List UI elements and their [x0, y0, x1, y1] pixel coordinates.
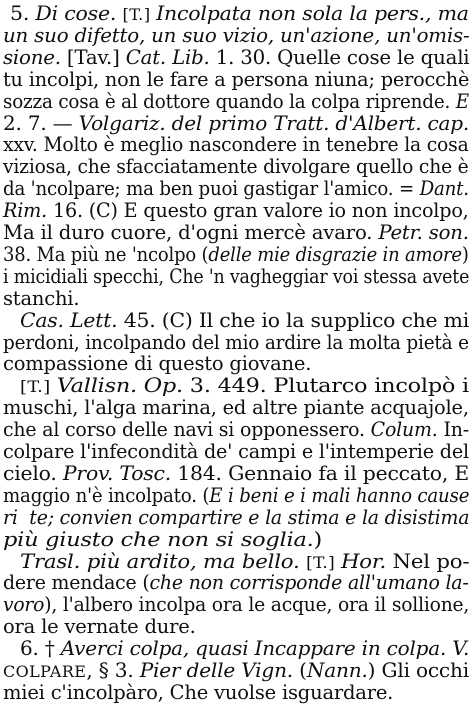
text-run: ), l'albero incolpa ora le acque, ora il sollione,	[44, 593, 470, 617]
text-run: 6. †	[20, 637, 61, 661]
text-run: [Tav.]	[66, 45, 126, 69]
text-line	[3, 593, 469, 617]
text-run: ) Gli occhi	[367, 659, 469, 682]
text-run: (	[293, 659, 307, 682]
text-line	[3, 484, 469, 508]
italic-text: Hor.	[340, 549, 387, 573]
text-run: compassione di questo giovane.	[3, 352, 312, 376]
italic-text: Cas. Lett.	[20, 308, 124, 332]
italic-text: Pier delle Vign.	[139, 659, 294, 682]
text-run: 184. Gennaio fa il peccato, E	[177, 461, 470, 485]
text-line	[3, 177, 469, 201]
small-caps-text: [T.]	[20, 378, 57, 397]
italic-text: ri te; convien compartire e la stima e la disistima	[3, 505, 470, 529]
text-run: ora le vernate dure.	[3, 615, 196, 639]
text-run: i micidiali specchi, Che 'n vagheggiar voi stessa avete	[3, 264, 470, 288]
text-run: che al corso delle navi si opponessero.	[3, 418, 371, 442]
italic-text: E i beni e i mali hanno cause	[209, 483, 470, 507]
italic-text: Prov. Tosc.	[62, 461, 178, 485]
italic-text: Vallisn. Op.	[56, 374, 190, 398]
italic-text: sione.	[3, 45, 67, 69]
italic-text: Colum.	[370, 418, 438, 442]
text-run: cielo.	[3, 461, 63, 485]
italic-text: Trasl. più ardito, ma bello.	[20, 549, 307, 573]
text-line	[3, 506, 469, 530]
text-line	[3, 659, 469, 683]
text-line	[10, 2, 469, 26]
text-run: 1. 30. Quelle cose le quali	[215, 45, 470, 69]
text-run: 3. 449. Plutarco incolpò i	[189, 374, 470, 398]
text-line	[3, 133, 469, 157]
text-line	[3, 440, 469, 464]
text-run: stanchi.	[3, 286, 80, 310]
italic-text: Cat. Lib.	[125, 45, 216, 69]
italic-text: più giusto che non si soglia.	[3, 527, 314, 551]
text-run: In-	[437, 418, 469, 442]
italic-text: delle mie disgrazie in amore	[208, 242, 462, 266]
text-line	[20, 550, 469, 574]
italic-text: E	[455, 89, 469, 113]
text-run: viziosa, che sfacciatamente divolgare quello che è	[3, 155, 469, 179]
text-line	[3, 90, 469, 114]
text-run: 38. Ma più ne 'ncolpo (	[3, 242, 209, 266]
text-run: sozza cosa è al dottore quando la colpa riprende.	[3, 89, 456, 113]
italic-text: che non corrisponde all'umano la-	[149, 571, 469, 595]
text-run: 16. (C) E questo gran valore io non incolpo,	[52, 199, 469, 223]
text-run: 2. 7. —	[3, 111, 79, 135]
text-line	[3, 221, 469, 245]
text-run: )	[313, 527, 323, 551]
text-run: dere mendace (	[3, 571, 150, 595]
italic-text: voro	[3, 593, 45, 617]
text-line	[3, 112, 469, 136]
italic-text: Volgariz. del primo Tratt. d'Albert. cap.	[78, 111, 470, 135]
text-line	[3, 68, 469, 92]
text-line	[3, 352, 311, 376]
text-run: Ma il duro cuore, d'ogni mercè avaro.	[3, 221, 379, 244]
text-line	[3, 681, 393, 705]
italic-text: Averci colpa, quasi Incappare in colpa. V.	[60, 637, 470, 661]
italic-text: Di cose.	[35, 2, 123, 25]
italic-text: un suo difetto, un suo vizio, un'azione, un'omis-	[3, 23, 470, 47]
text-line	[3, 571, 469, 595]
text-run: colpare l'infecondità de' campi e l'intemperie del	[3, 440, 469, 463]
text-line	[3, 287, 79, 311]
text-line	[20, 637, 469, 661]
text-line	[3, 528, 322, 552]
text-run: 5.	[10, 2, 36, 25]
text-line	[3, 331, 469, 355]
small-caps-text: COLPARE	[3, 663, 87, 681]
text-line	[3, 396, 469, 420]
text-run: da 'ncolpare; ma ben puoi gastigar l'amico. =	[3, 177, 420, 201]
text-line	[3, 615, 196, 639]
text-line	[3, 462, 469, 486]
text-line	[20, 309, 469, 333]
italic-text: Petr. son.	[378, 221, 469, 244]
small-caps-text: [T.]	[306, 553, 341, 572]
text-run: tu incolpi, non le fare a persona niuna; perocchè	[3, 67, 470, 91]
text-run: miei c'incolpàro, Che vuolse isguardare.	[3, 680, 394, 704]
text-run: perdoni, incolpando del mio ardire la molta pietà e	[3, 330, 469, 354]
text-line	[3, 243, 469, 267]
text-run: Nel po-	[386, 549, 470, 573]
text-run: )	[461, 242, 469, 266]
text-run: muschi, l'alga marina, ed altre piante acquajole,	[3, 396, 469, 420]
text-line	[3, 155, 469, 179]
text-run: maggio n'è incolpato. (	[3, 483, 210, 507]
text-line	[20, 374, 469, 398]
text-line	[3, 199, 469, 223]
text-run: 45. (C) Il che io la supplico che mi	[123, 308, 470, 332]
text-run: , § 3.	[86, 659, 140, 682]
small-caps-text: [T.]	[122, 6, 157, 24]
text-line	[3, 46, 469, 70]
italic-text: Dant.	[419, 177, 469, 201]
italic-text: Nann.	[306, 659, 368, 682]
text-run: xxv. Molto è meglio nascondere in tenebre la cosa	[3, 133, 469, 157]
text-line	[3, 265, 469, 289]
italic-text: Incolpata non sola la pers., ma	[156, 2, 469, 25]
italic-text: Rim.	[3, 199, 53, 223]
text-line	[3, 418, 469, 442]
text-line	[3, 24, 469, 48]
